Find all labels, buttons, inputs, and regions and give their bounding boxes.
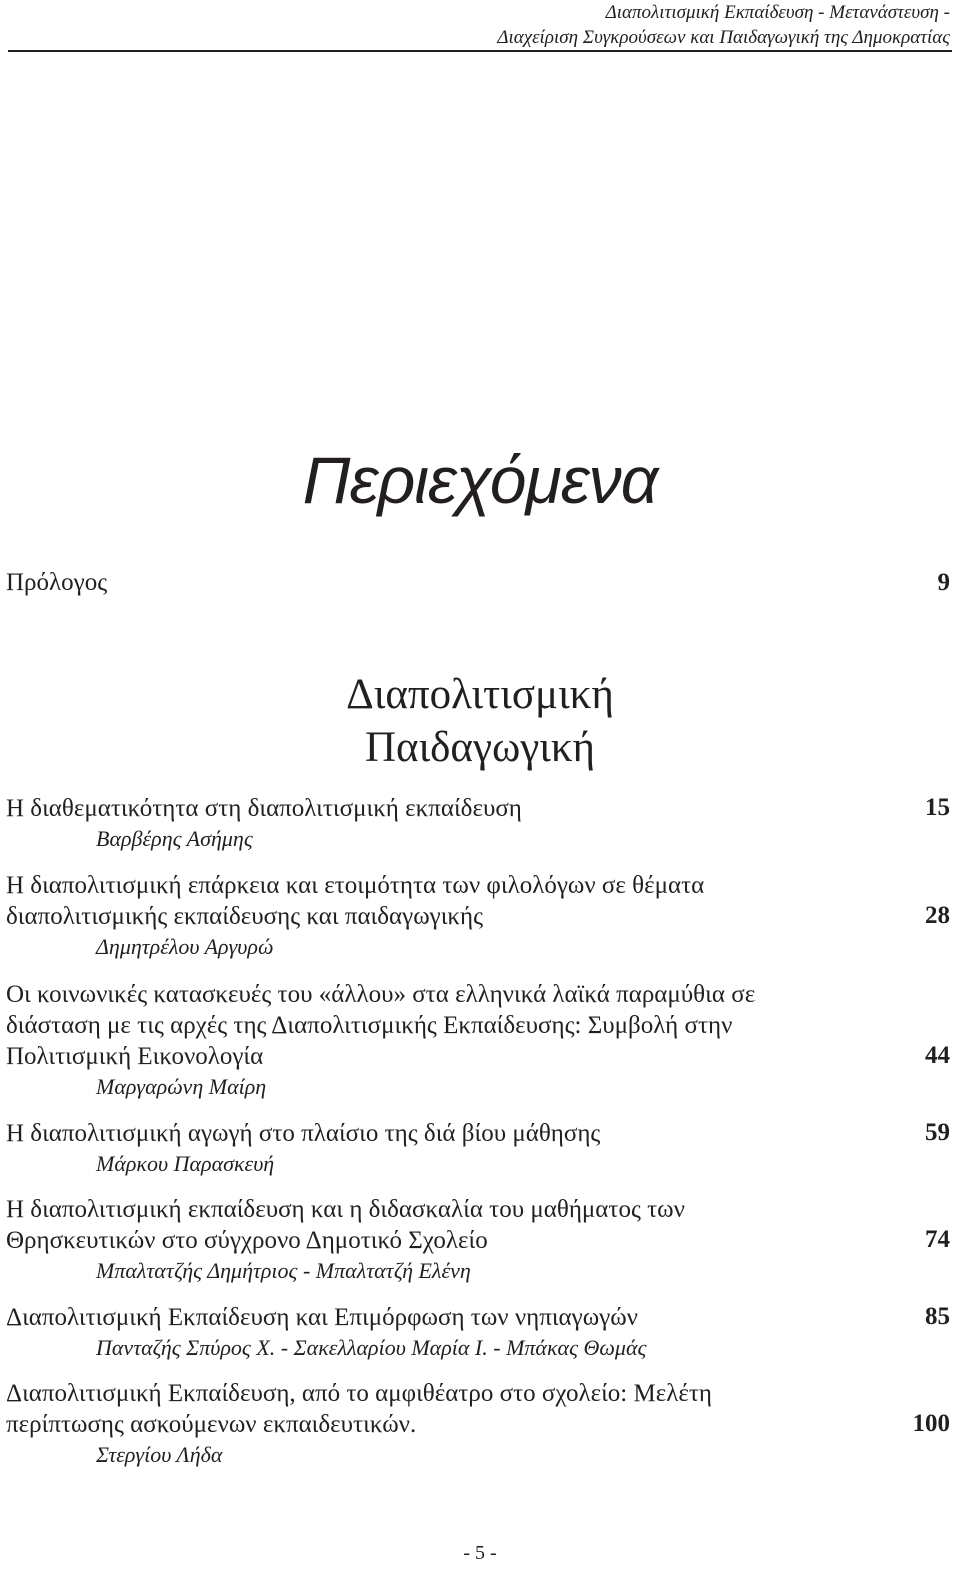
toc-entry[interactable] [6,870,950,962]
toc-entry[interactable] [6,1302,950,1363]
toc-entry-page: 100 [912,1410,950,1437]
toc-entry-page: 85 [925,1303,950,1330]
toc-entry-author: Μπαλτατζής Δημήτριος - Μπαλτατζή Ελένη [96,1258,471,1283]
toc-entry-page: 28 [925,902,950,929]
running-header-line-1: Διαπολιτισμική Εκπαίδευση - Μετανάστευση - [605,2,950,23]
toc-entry-author: Στεργίου Λήδα [96,1442,223,1467]
running-header-line-2: Διαχείριση Συγκρούσεων και Παιδαγωγική της Δημοκρατίας [497,27,950,48]
toc-entry[interactable] [6,979,950,1102]
toc-entry-title-line: Η διαθεματικότητα στη διαπολιτισμική εκπαίδευση [6,795,522,822]
toc-entry-title: Πρόλογος [6,569,108,596]
toc-entry-title-line: διαπολιτισμικής εκπαίδευσης και παιδαγωγικής [6,903,483,930]
section-heading-line-1: Διαπολιτισμική [346,671,614,718]
toc-entry-page: 15 [925,794,950,821]
running-header [10,0,950,50]
toc-entry-title-line: Πολιτισμική Εικονολογία [6,1043,264,1070]
toc-entry[interactable] [6,1378,950,1470]
toc-entry-page: 9 [937,569,950,596]
toc-entry-title-line: Η διαπολιτισμική επάρκεια και ετοιμότητα των φιλολόγων σε θέματα [6,872,705,899]
section-heading [0,668,960,774]
toc-entry-title-line: Οι κοινωνικές κατασκευές του «άλλου» στα ελληνικά λαϊκά παραμύθια σε [6,981,756,1008]
toc-entry-title-line: Διαπολιτισμική Εκπαίδευση, από το αμφιθέατρο στο σχολείο: Μελέτη [6,1380,712,1407]
toc-entry[interactable] [6,1118,950,1179]
header-divider [8,50,952,52]
toc-entry[interactable] [6,1194,950,1286]
toc-entry-author: Μαργαρώνη Μαίρη [96,1074,267,1099]
toc-entry[interactable] [6,793,950,854]
toc-entry-title-line: διάσταση με τις αρχές της Διαπολιτισμικής Εκπαίδευσης: Συμβολή στην [6,1012,733,1039]
toc-entry-prologue[interactable] [6,567,950,598]
toc-entry-title-line: Θρησκευτικών στο σύγχρονο Δημοτικό Σχολείο [6,1227,488,1254]
toc-entry-title-line: περίπτωσης ασκούμενων εκπαιδευτικών. [6,1411,417,1438]
toc-entry-author: Πανταζής Σπύρος Χ. - Σακελλαρίου Μαρία Ι. - Μπάκας Θωμάς [96,1335,647,1360]
toc-entry-author: Βαρβέρης Ασήμης [96,826,253,851]
toc-entry-title-line: Η διαπολιτισμική αγωγή στο πλαίσιο της διά βίου μάθησης [6,1120,601,1147]
toc-entry-title-line: Διαπολιτισμική Εκπαίδευση και Επιμόρφωση των νηπιαγωγών [6,1304,638,1331]
section-heading-line-2: Παιδαγωγική [365,724,595,771]
toc-entry-author: Μάρκου Παρασκευή [96,1151,275,1176]
page-number: - 5 - [463,1542,497,1564]
toc-entry-title-line: Η διαπολιτισμική εκπαίδευση και η διδασκαλία του μαθήματος των [6,1196,685,1223]
toc-entry-page: 59 [925,1119,950,1146]
toc-entry-page: 44 [925,1042,950,1069]
toc-entry-author: Δημητρέλου Αργυρώ [96,934,274,959]
contents-title: Περιεχόμενα [302,443,658,517]
toc-entry-page: 74 [925,1226,950,1253]
